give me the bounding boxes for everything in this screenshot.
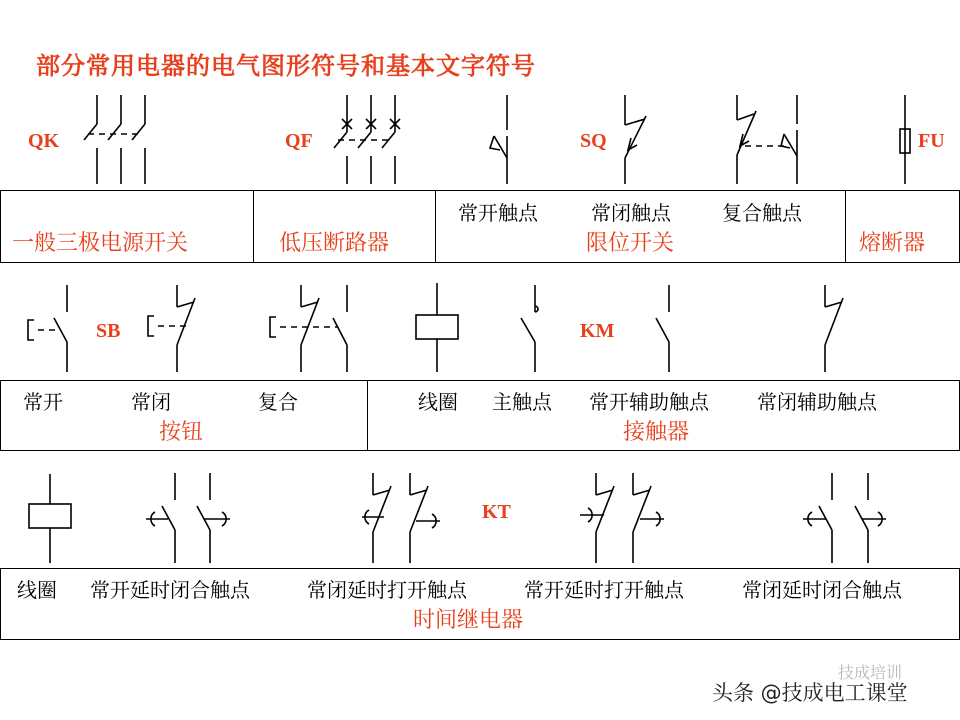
group-power-switch: 一般三极电源开关 bbox=[12, 231, 189, 256]
code-qk: QK bbox=[28, 130, 60, 152]
code-km: KM bbox=[580, 320, 615, 342]
kt-no-delay-close-symbol bbox=[146, 473, 230, 563]
row1-divider bbox=[253, 190, 254, 263]
row2-divider bbox=[367, 380, 368, 451]
qk-symbol bbox=[84, 95, 145, 184]
group-time-relay: 时间继电器 bbox=[413, 608, 524, 633]
kt-no-delay-open-symbol bbox=[580, 473, 664, 563]
label-km-aux-nc: 常闭辅助触点 bbox=[757, 390, 877, 414]
row1-divider bbox=[845, 190, 846, 263]
group-contactor: 接触器 bbox=[623, 420, 690, 445]
label-sb-combo: 复合 bbox=[258, 390, 298, 414]
label-km-coil: 线圈 bbox=[418, 390, 458, 414]
label-km-main: 主触点 bbox=[492, 390, 552, 414]
group-limit-switch: 限位开关 bbox=[586, 231, 675, 256]
code-sb: SB bbox=[96, 320, 121, 342]
sq-nc-symbol bbox=[625, 95, 646, 184]
watermark-source: 头条 @技成电工课堂 bbox=[712, 681, 908, 705]
label-kt-no-delay-open: 常开延时打开触点 bbox=[524, 578, 684, 602]
group-breaker: 低压断路器 bbox=[279, 231, 390, 256]
label-kt-coil: 线圈 bbox=[17, 578, 57, 602]
km-coil-symbol bbox=[416, 283, 458, 372]
sb-no-symbol bbox=[28, 285, 67, 372]
kt-nc-delay-close-symbol bbox=[803, 473, 886, 563]
label-kt-nc-delay-open: 常闭延时打开触点 bbox=[307, 578, 467, 602]
sq-no-symbol bbox=[490, 95, 507, 184]
row1-divider bbox=[435, 190, 436, 263]
group-button: 按钮 bbox=[159, 420, 204, 445]
label-km-aux-no: 常开辅助触点 bbox=[589, 390, 709, 414]
label-kt-no-delay-close: 常开延时闭合触点 bbox=[90, 578, 250, 602]
fu-symbol bbox=[900, 95, 910, 184]
sq-combo-symbol bbox=[737, 95, 797, 184]
km-main-contact-symbol bbox=[521, 285, 538, 372]
diagram-title: 部分常用电器的电气图形符号和基本文字符号 bbox=[36, 51, 536, 80]
label-kt-nc-delay-close: 常闭延时闭合触点 bbox=[742, 578, 902, 602]
label-sb-nc: 常闭 bbox=[131, 390, 171, 414]
code-qf: QF bbox=[285, 130, 313, 152]
km-aux-no-symbol bbox=[656, 285, 669, 372]
group-fuse: 熔断器 bbox=[859, 231, 926, 256]
label-sb-no: 常开 bbox=[23, 390, 63, 414]
kt-coil-symbol bbox=[29, 474, 71, 563]
watermark-faint: 技成培训 bbox=[838, 663, 903, 682]
sb-combo-symbol bbox=[270, 285, 347, 372]
code-kt: KT bbox=[482, 501, 511, 523]
kt-nc-delay-open-symbol bbox=[362, 473, 440, 563]
km-aux-nc-symbol bbox=[825, 285, 843, 372]
sb-nc-symbol bbox=[148, 285, 195, 372]
qf-symbol bbox=[334, 95, 400, 184]
label-sq-combo: 复合触点 bbox=[722, 201, 802, 225]
code-fu: FU bbox=[918, 130, 945, 152]
code-sq: SQ bbox=[580, 130, 607, 152]
label-sq-no: 常开触点 bbox=[458, 201, 538, 225]
label-sq-nc: 常闭触点 bbox=[591, 201, 671, 225]
